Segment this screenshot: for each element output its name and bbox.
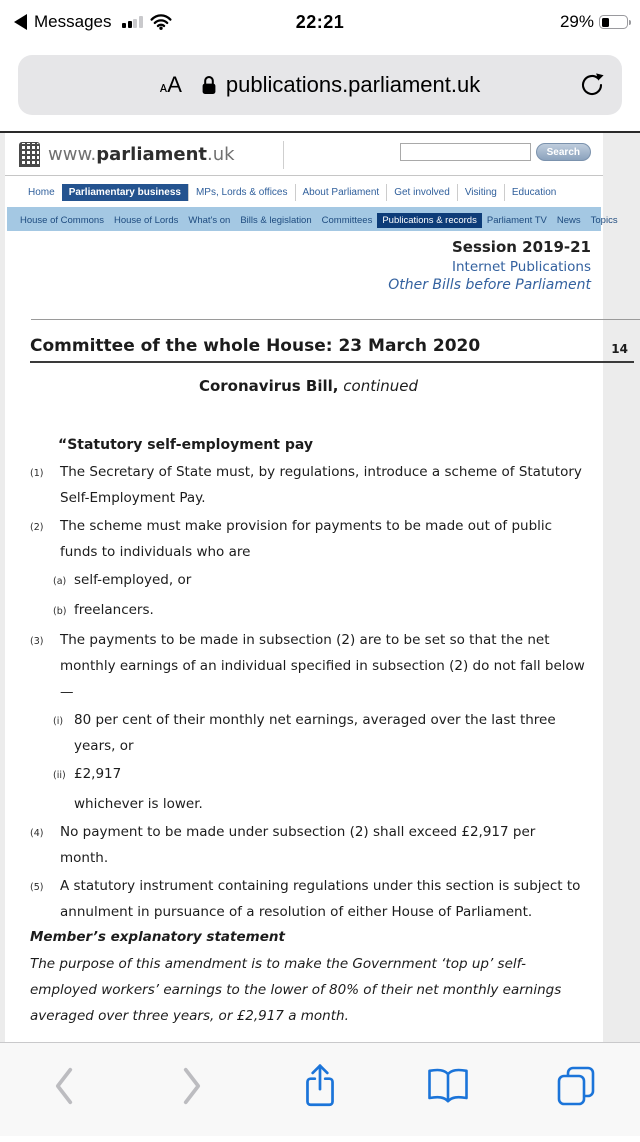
share-button[interactable] xyxy=(294,1060,346,1112)
clause-text: The Secretary of State must, by regulations, introduce a scheme of Statutory Self-Employment Pay. xyxy=(60,464,582,506)
nav-item-home[interactable]: Home xyxy=(28,187,55,198)
clause-text: The payments to be made in subsection (2) are to be set so that the net monthly earnings of an individual specified in subsection (2) do not fall below— xyxy=(60,632,585,700)
nav-item-mps-lords-offices[interactable]: MPs, Lords & offices xyxy=(188,184,295,201)
clause-list xyxy=(30,459,587,925)
clause-text: £2,917 xyxy=(74,766,122,782)
session-title: Session 2019-21 xyxy=(451,238,591,256)
clause-ii xyxy=(53,761,587,789)
clause-text: whichever is lower. xyxy=(74,796,203,812)
clause-text: self-employed, or xyxy=(74,572,192,588)
battery-percent: 29% xyxy=(559,12,594,31)
nav-item-get-involved[interactable]: Get involved xyxy=(386,184,457,201)
secondary-nav xyxy=(7,207,618,231)
session-block xyxy=(5,231,605,299)
bill-title-line: Coronavirus Bill, continued xyxy=(198,377,419,395)
clause-text: The scheme must make provision for payments to be made out of public funds to individuals who are xyxy=(60,518,553,560)
other-bills-link[interactable]: Other Bills before Parliament xyxy=(388,277,591,293)
header-divider xyxy=(283,141,284,169)
subnav-item-parliament-tv[interactable]: Parliament TV xyxy=(486,215,547,226)
clause-4 xyxy=(30,819,587,871)
parliament-logo-link[interactable] xyxy=(19,142,235,167)
clause-marker: (ii) xyxy=(53,770,66,781)
back-to-app-label: Messages xyxy=(34,12,112,31)
clause-2 xyxy=(30,513,587,565)
text-size-button[interactable]: ᴀA xyxy=(159,72,182,97)
status-time: 22:21 xyxy=(295,11,345,32)
safari-url-bar xyxy=(0,50,640,122)
clause-text: No payment to be made under subsection (2) shall exceed £2,917 per month. xyxy=(60,824,536,866)
clause-marker: (1) xyxy=(30,468,44,479)
clause-b xyxy=(53,597,587,625)
nav-item-about-parliament[interactable]: About Parliament xyxy=(295,184,387,201)
url-domain[interactable]: publications.parliament.uk xyxy=(225,72,481,97)
document-heading-row xyxy=(30,336,634,363)
battery-icon xyxy=(599,15,628,29)
web-content xyxy=(0,131,640,1042)
site-search-button[interactable]: Search xyxy=(536,143,591,161)
explanatory-text: The purpose of this amendment is to make the Government ‘top up’ self-employed workers’ earnings to the lower of 80% of their net monthly earnings averaged over three years, or £2,917 a month. xyxy=(30,956,562,1024)
primary-nav xyxy=(5,176,603,206)
document xyxy=(5,336,628,1142)
page-number: 14 xyxy=(611,342,628,356)
subnav-item-house-of-lords[interactable]: House of Lords xyxy=(113,215,179,226)
site-search-input[interactable] xyxy=(400,143,531,161)
clause-i xyxy=(53,707,587,759)
status-bar xyxy=(0,0,640,44)
clause-marker: (5) xyxy=(30,882,44,893)
clause-3 xyxy=(30,627,587,705)
amendment-heading: “Statutory self-employment pay xyxy=(58,437,314,453)
internet-publications-link[interactable]: Internet Publications xyxy=(451,259,591,275)
tabs-button[interactable] xyxy=(550,1060,602,1112)
clause-marker: (a) xyxy=(53,576,67,587)
nav-item-education[interactable]: Education xyxy=(504,184,563,201)
subnav-item-topics[interactable]: Topics xyxy=(590,215,618,226)
reload-button[interactable] xyxy=(578,71,606,99)
portcullis-icon xyxy=(19,142,40,167)
forward-button[interactable] xyxy=(166,1060,218,1112)
nav-item-visiting[interactable]: Visiting xyxy=(457,184,504,201)
clause-text: A statutory instrument containing regulations under this section is subject to annulment in pursuance of a resolution of either House of Parliament. xyxy=(60,878,581,920)
bookmarks-button[interactable] xyxy=(422,1060,474,1112)
subnav-item-publications-records[interactable]: Publications & records xyxy=(377,213,482,228)
clause-continuation xyxy=(53,791,587,817)
subnav-item-news[interactable]: News xyxy=(556,215,581,226)
clause-marker: (b) xyxy=(53,606,67,617)
address-field[interactable] xyxy=(18,55,622,115)
clause-5 xyxy=(30,873,587,925)
subnav-item-committees[interactable]: Committees xyxy=(321,215,373,226)
safari-toolbar xyxy=(0,1042,640,1136)
nav-item-parliamentary-business[interactable]: Parliamentary business xyxy=(62,184,188,201)
clause-1 xyxy=(30,459,587,511)
back-button[interactable] xyxy=(38,1060,90,1112)
clause-marker: (2) xyxy=(30,522,44,533)
clause-a xyxy=(53,567,587,595)
clause-marker: (i) xyxy=(53,716,64,727)
lock-icon xyxy=(200,74,218,96)
site-wordmark: www.parliament.uk xyxy=(48,144,235,165)
page-body xyxy=(5,133,628,1042)
clause-text: freelancers. xyxy=(74,602,154,618)
clause-marker: (3) xyxy=(30,636,44,647)
section-divider xyxy=(31,319,640,320)
subnav-item-house-of-commons[interactable]: House of Commons xyxy=(20,215,104,226)
document-heading: Committee of the whole House: 23 March 2020 xyxy=(30,336,481,356)
subnav-item-bills-legislation[interactable]: Bills & legislation xyxy=(240,215,312,226)
clause-marker: (4) xyxy=(30,828,44,839)
site-header xyxy=(5,139,603,176)
subnav-item-what-s-on[interactable]: What's on xyxy=(188,215,231,226)
clause-text: 80 per cent of their monthly net earnings, averaged over the last three years, or xyxy=(74,712,556,754)
explanatory-heading: Member’s explanatory statement xyxy=(30,929,285,945)
